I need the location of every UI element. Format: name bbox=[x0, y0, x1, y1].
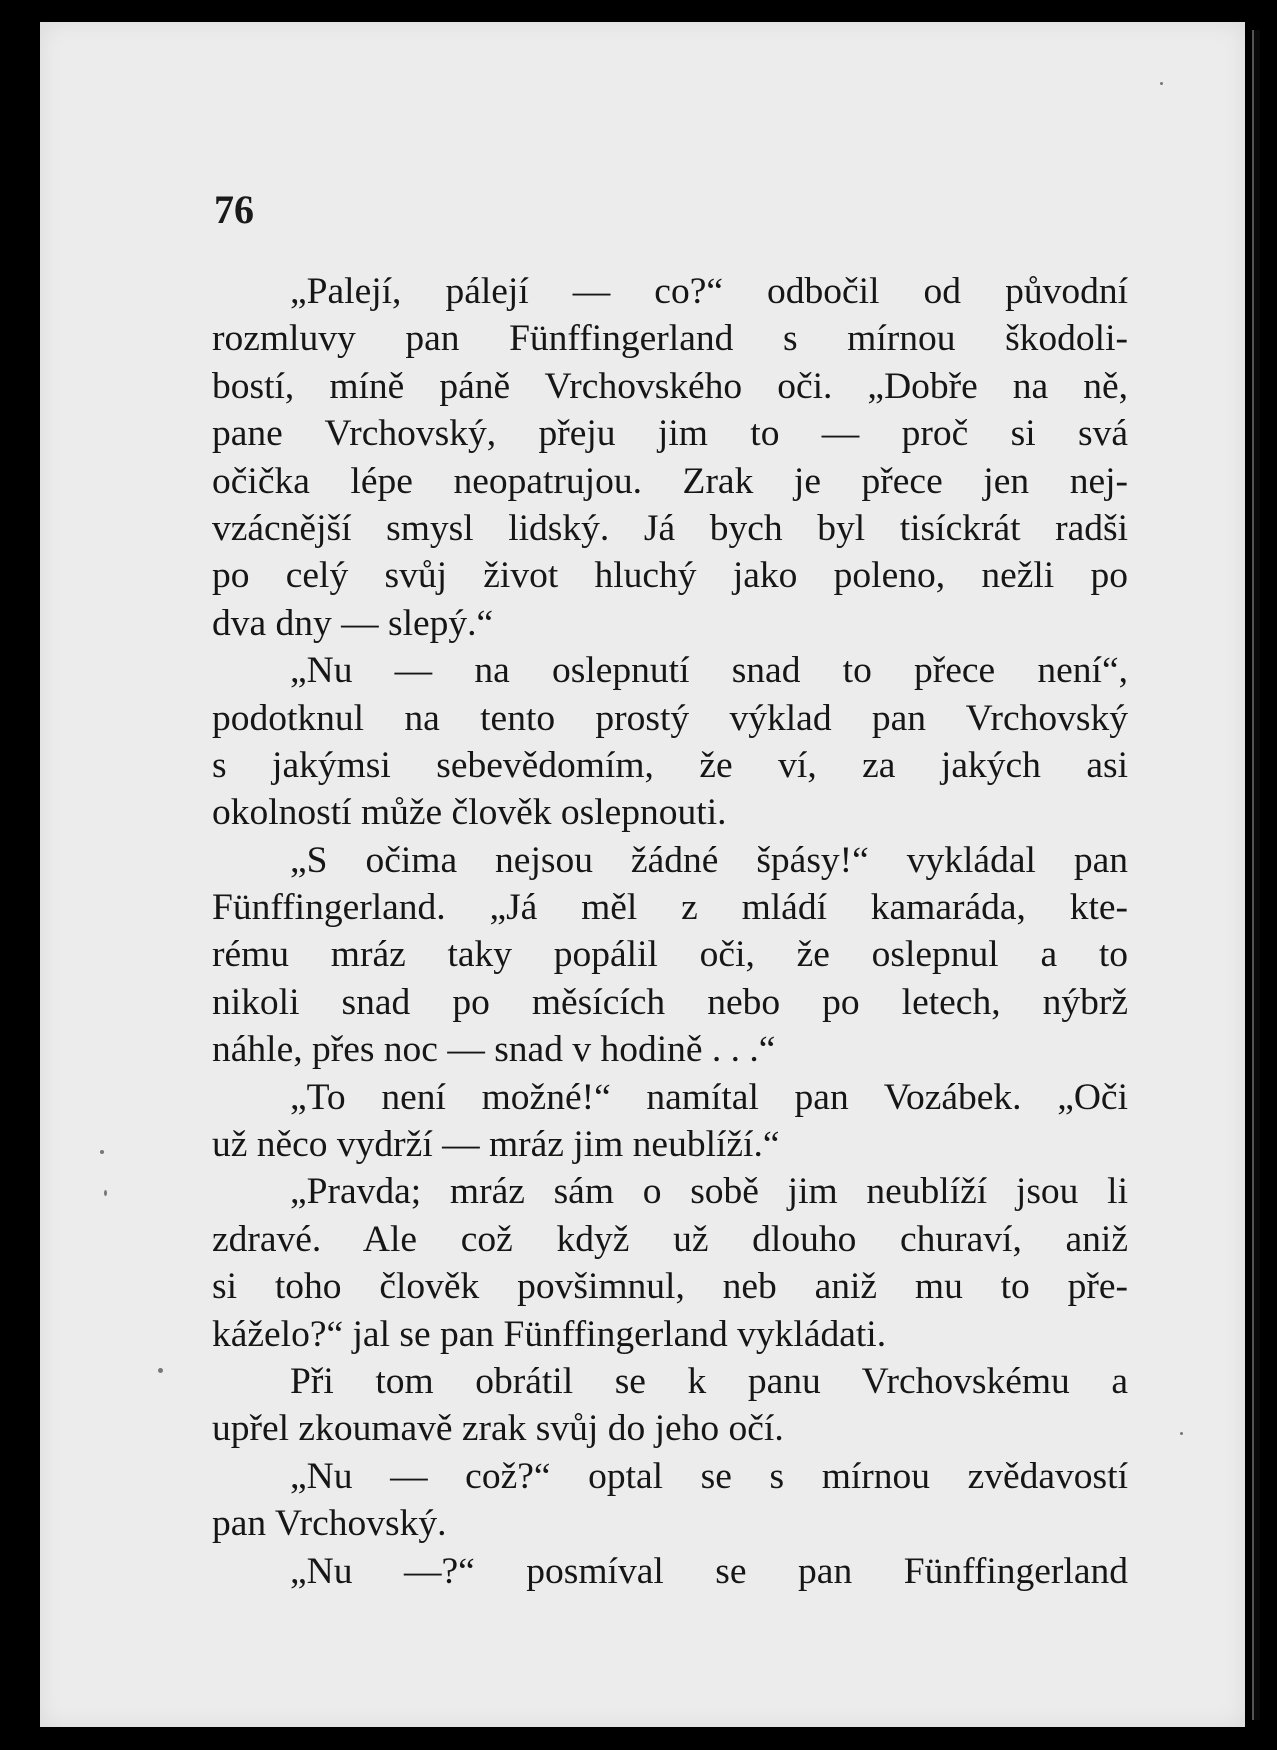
text-line: pan Vrchovský. bbox=[212, 1503, 447, 1545]
text-line: okolností může člověk oslepnouti. bbox=[212, 792, 727, 834]
scan-speck bbox=[158, 1368, 163, 1373]
text-line: si toho člověk povšimnul, neb aniž mu to pře- bbox=[212, 1266, 1128, 1308]
text-line: zdravé. Ale což když už dlouho churaví, aniž bbox=[212, 1218, 1128, 1260]
page-number: 76 bbox=[214, 187, 254, 232]
scan-speck bbox=[104, 1190, 107, 1196]
scan-speck bbox=[100, 1150, 104, 1154]
text-line: káželo?“ jal se pan Fünffingerland vykládati. bbox=[212, 1313, 887, 1355]
text-line: „Pravda; mráz sám o sobě jim neublíží jsou li bbox=[290, 1171, 1128, 1213]
text-line: bostí, míně páně Vrchovského oči. „Dobře na ně, bbox=[212, 365, 1128, 407]
text-line: „Nu — na oslepnutí snad to přece není“, bbox=[290, 650, 1128, 692]
text-line: „Nu — což?“ optal se s mírnou zvědavostí bbox=[290, 1455, 1128, 1497]
text-line: „To není možné!“ namítal pan Vozábek. „Oči bbox=[290, 1076, 1128, 1118]
text-line: podotknul na tento prostý výklad pan Vrchovský bbox=[212, 697, 1128, 739]
text-line: rozmluvy pan Fünffingerland s mírnou škodoli- bbox=[212, 318, 1128, 360]
text-line: po celý svůj život hluchý jako poleno, nežli po bbox=[212, 555, 1128, 597]
text-line: s jakýmsi sebevědomím, že ví, za jakých asi bbox=[212, 744, 1128, 786]
text-line: pane Vrchovský, přeju jim to — proč si svá bbox=[212, 413, 1128, 455]
text-line: rému mráz taky popálil oči, že oslepnul a to bbox=[212, 934, 1128, 976]
text-line: „S očima nejsou žádné špásy!“ vykládal pan bbox=[290, 839, 1128, 881]
page-text bbox=[212, 268, 1128, 1595]
text-line: dva dny — slepý.“ bbox=[212, 602, 494, 644]
scan-speck bbox=[1180, 1432, 1183, 1435]
text-line: náhle, přes noc — snad v hodině . . .“ bbox=[212, 1029, 776, 1071]
text-line: Při tom obrátil se k panu Vrchovskému a bbox=[290, 1360, 1128, 1402]
text-line: očička lépe neopatrujou. Zrak je přece jen nej- bbox=[212, 460, 1128, 502]
text-line: upřel zkoumavě zrak svůj do jeho očí. bbox=[212, 1408, 784, 1450]
text-line: „Nu —?“ posmíval se pan Fünffingerland bbox=[290, 1550, 1128, 1592]
text-line: vzácnější smysl lidský. Já bych byl tisíckrát radši bbox=[212, 507, 1128, 549]
text-line: „Palejí, pálejí — co?“ odbočil od původní bbox=[290, 271, 1128, 312]
text-line: už něco vydrží — mráz jim neublíží.“ bbox=[212, 1124, 780, 1166]
text-line: nikoli snad po měsících nebo po letech, nýbrž bbox=[212, 981, 1128, 1023]
scan-speck bbox=[1160, 82, 1163, 85]
text-line: Fünffingerland. „Já měl z mládí kamaráda, kte- bbox=[212, 887, 1128, 929]
binding-edge bbox=[1252, 30, 1260, 1720]
